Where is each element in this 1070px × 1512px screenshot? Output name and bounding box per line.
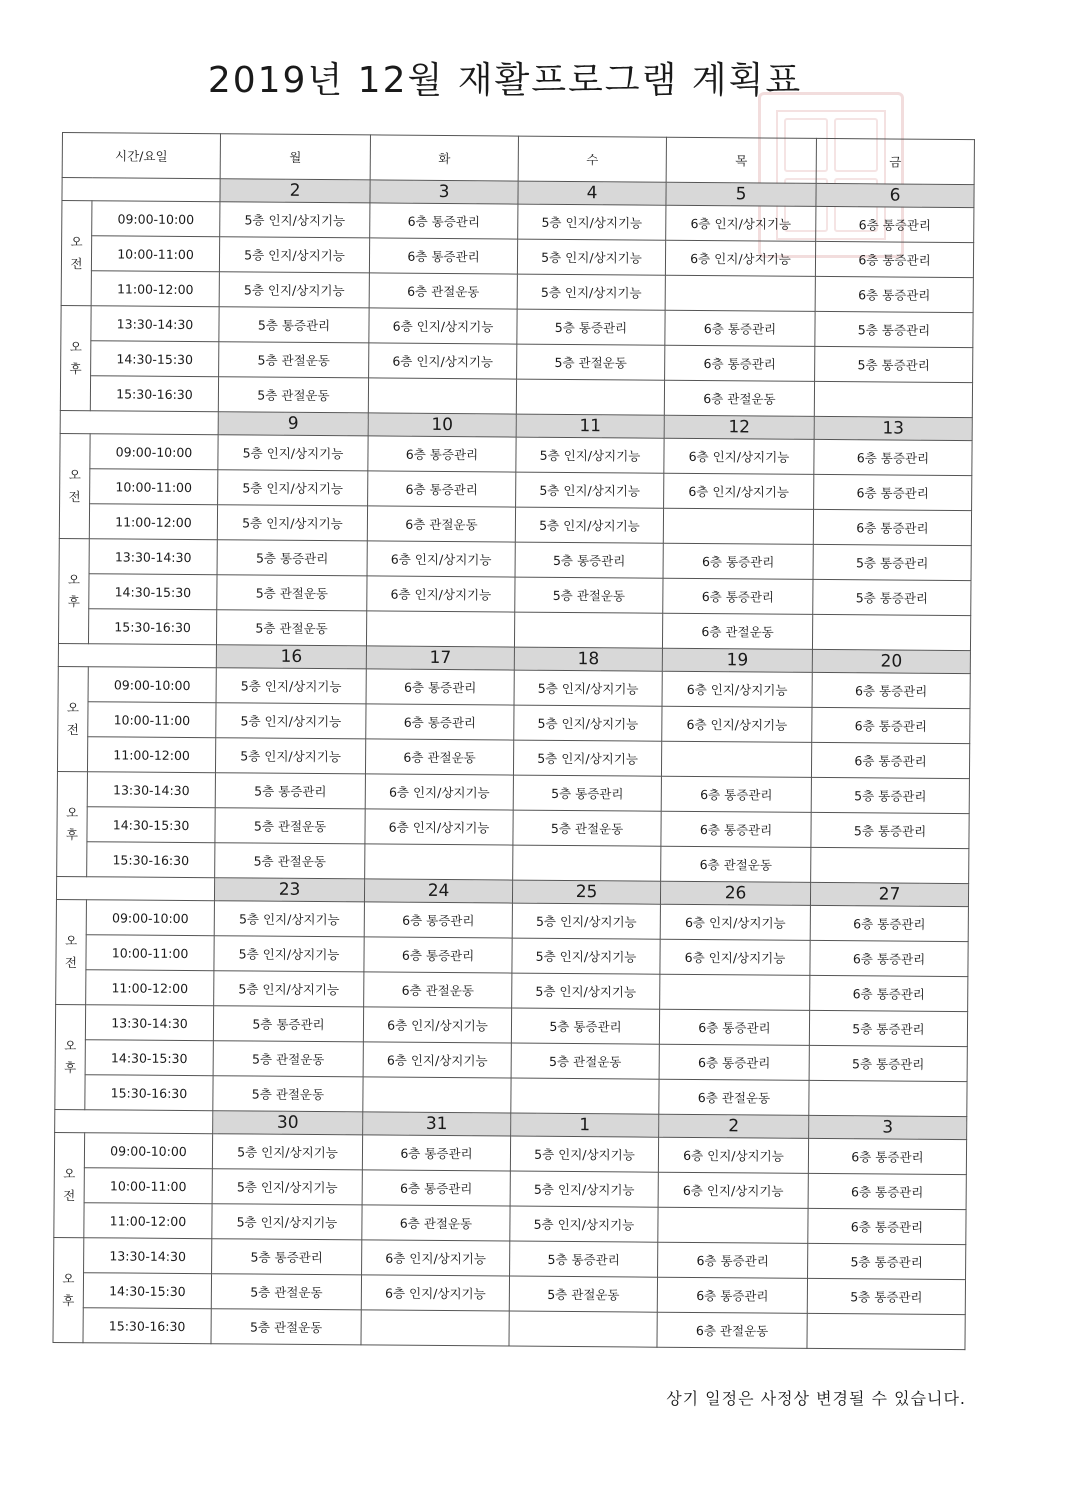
program-cell: 6층 통증관리	[814, 439, 972, 475]
program-cell: 6층 인지/상지기능	[365, 809, 513, 845]
program-cell	[663, 508, 813, 544]
program-cell: 5층 인지/상지기능	[514, 670, 662, 706]
time-cell: 13:30-14:30	[85, 1005, 213, 1041]
date-cell: 10	[368, 413, 516, 437]
date-cell: 19	[662, 648, 812, 672]
date-row-spacer	[56, 876, 214, 900]
time-cell: 11:00-12:00	[89, 504, 217, 540]
program-cell: 5층 인지/상지기능	[512, 938, 660, 974]
time-cell: 15:30-16:30	[87, 842, 215, 878]
program-cell: 5층 인지/상지기능	[518, 204, 666, 240]
program-cell: 6층 통증관리	[368, 436, 516, 472]
program-cell: 6층 관절운동	[364, 972, 512, 1008]
program-cell: 6층 통증관리	[811, 742, 969, 778]
program-cell: 5층 관절운동	[213, 1041, 363, 1077]
program-cell: 5층 통증관리	[513, 775, 661, 811]
program-cell: 6층 인지/상지기능	[658, 1137, 808, 1173]
time-cell: 09:00-10:00	[90, 434, 218, 470]
period-label-morning: 오 전	[61, 201, 92, 306]
program-cell: 6층 통증관리	[812, 707, 970, 743]
period-label-morning: 오 전	[56, 899, 87, 1004]
program-cell: 6층 통증관리	[362, 1135, 510, 1171]
program-cell: 5층 통증관리	[811, 777, 969, 813]
program-cell: 5층 인지/상지기능	[512, 903, 660, 939]
time-cell: 14:30-15:30	[85, 1040, 213, 1076]
program-cell: 6층 통증관리	[813, 509, 971, 545]
program-cell: 5층 인지/상지기능	[510, 1171, 658, 1207]
program-cell	[661, 741, 811, 777]
program-cell: 5층 인지/상지기능	[214, 936, 364, 972]
date-cell: 9	[218, 412, 368, 436]
program-cell: 6층 통증관리	[366, 704, 514, 740]
time-cell: 13:30-14:30	[91, 306, 219, 342]
date-cell: 2	[220, 179, 370, 203]
program-cell	[509, 1311, 657, 1347]
program-cell: 5층 통증관리	[213, 1006, 363, 1042]
program-cell: 5층 통증관리	[809, 1045, 967, 1081]
program-cell: 6층 통증관리	[370, 203, 518, 239]
program-cell: 6층 인지/상지기능	[660, 939, 810, 975]
program-cell: 5층 관절운동	[215, 808, 365, 844]
day-header-fri: 금	[816, 138, 974, 184]
day-header-mon: 월	[220, 134, 370, 180]
program-cell: 5층 관절운동	[211, 1309, 361, 1345]
program-cell: 6층 통증관리	[364, 902, 512, 938]
program-cell: 6층 통증관리	[657, 1277, 807, 1313]
program-cell	[807, 1313, 965, 1349]
time-cell: 15:30-16:30	[83, 1308, 211, 1344]
program-cell: 6층 인지/상지기능	[363, 1042, 511, 1078]
program-cell: 6층 인지/상지기능	[660, 904, 810, 940]
time-cell: 14:30-15:30	[87, 807, 215, 843]
program-cell: 5층 인지/상지기능	[514, 705, 662, 741]
time-cell: 09:00-10:00	[92, 201, 220, 237]
program-cell	[812, 614, 970, 650]
program-cell: 5층 관절운동	[218, 377, 368, 413]
program-cell: 6층 통증관리	[808, 1173, 966, 1209]
program-cell: 6층 인지/상지기능	[369, 343, 517, 379]
program-cell: 6층 인지/상지기능	[362, 1240, 510, 1276]
page-title: 2019년 12월 재활프로그램 계획표	[207, 60, 803, 101]
period-label-afternoon: 오 후	[60, 305, 91, 410]
period-label-morning: 오 전	[57, 666, 88, 771]
time-cell: 09:00-10:00	[88, 667, 216, 703]
program-cell: 5층 통증관리	[510, 1241, 658, 1277]
program-cell	[513, 845, 661, 881]
date-row-spacer	[60, 410, 218, 434]
program-cell: 5층 인지/상지기능	[218, 435, 368, 471]
program-cell: 6층 관절운동	[365, 739, 513, 775]
time-slot-row	[53, 1307, 965, 1349]
weekday-header-row	[62, 133, 974, 185]
program-cell: 5층 관절운동	[219, 342, 369, 378]
program-cell: 5층 관절운동	[509, 1276, 657, 1312]
program-cell: 5층 인지/상지기능	[212, 1169, 362, 1205]
date-row-spacer	[62, 178, 220, 202]
program-cell: 6층 통증관리	[366, 669, 514, 705]
program-cell: 6층 통증관리	[815, 241, 973, 277]
program-cell: 5층 통증관리	[217, 540, 367, 576]
date-cell: 23	[214, 878, 364, 902]
program-cell: 5층 관절운동	[517, 344, 665, 380]
program-cell	[516, 379, 664, 415]
time-cell: 11:00-12:00	[87, 737, 215, 773]
day-header-thu: 목	[666, 137, 816, 183]
date-cell: 16	[216, 645, 366, 669]
program-cell: 6층 통증관리	[663, 543, 813, 579]
program-cell: 5층 인지/상지기능	[516, 437, 664, 473]
program-cell: 6층 통증관리	[659, 1044, 809, 1080]
time-cell: 15:30-16:30	[90, 376, 218, 412]
program-cell: 6층 인지/상지기능	[662, 706, 812, 742]
day-header-wed: 수	[518, 136, 666, 182]
program-cell: 6층 통증관리	[369, 238, 517, 274]
date-cell: 6	[816, 183, 974, 207]
time-cell: 13:30-14:30	[87, 772, 215, 808]
period-label-afternoon: 오 후	[53, 1237, 84, 1342]
program-cell: 6층 관절운동	[362, 1205, 510, 1241]
date-cell: 27	[810, 882, 968, 906]
program-cell: 5층 인지/상지기능	[216, 668, 366, 704]
program-cell: 6층 통증관리	[816, 206, 974, 242]
program-cell: 5층 인지/상지기능	[512, 973, 660, 1009]
program-cell: 6층 통증관리	[665, 345, 815, 381]
program-cell: 5층 통증관리	[808, 1243, 966, 1279]
program-cell: 5층 통증관리	[517, 309, 665, 345]
program-cell: 5층 인지/상지기능	[220, 202, 370, 238]
program-cell: 5층 통증관리	[809, 1010, 967, 1046]
program-cell: 6층 통증관리	[661, 776, 811, 812]
program-cell: 5층 인지/상지기능	[517, 239, 665, 275]
program-cell: 5층 관절운동	[216, 610, 366, 646]
footer-note: 상기 일정은 사정상 변경될 수 있습니다.	[666, 1389, 966, 1408]
program-cell: 6층 통증관리	[661, 811, 811, 847]
program-cell: 5층 인지/상지기능	[218, 470, 368, 506]
time-cell: 10:00-11:00	[88, 702, 216, 738]
program-cell: 6층 통증관리	[665, 310, 815, 346]
date-cell: 31	[363, 1112, 511, 1136]
time-cell: 14:30-15:30	[91, 341, 219, 377]
program-cell	[660, 974, 810, 1010]
program-cell: 6층 통증관리	[658, 1242, 808, 1278]
time-cell: 10:00-11:00	[86, 935, 214, 971]
program-cell: 5층 관절운동	[215, 843, 365, 879]
program-cell: 5층 관절운동	[513, 810, 661, 846]
program-cell: 6층 관절운동	[657, 1312, 807, 1348]
time-cell: 09:00-10:00	[84, 1133, 212, 1169]
date-cell: 24	[364, 879, 512, 903]
date-cell: 12	[664, 415, 814, 439]
program-cell: 5층 인지/상지기능	[214, 971, 364, 1007]
program-cell: 6층 관절운동	[369, 273, 517, 309]
program-cell: 5층 통증관리	[815, 346, 973, 382]
corner-header: 시간/요일	[62, 133, 220, 179]
program-cell: 5층 통증관리	[815, 311, 973, 347]
program-cell: 6층 통증관리	[810, 940, 968, 976]
period-label-afternoon: 오 후	[55, 1004, 86, 1109]
program-cell: 5층 인지/상지기능	[212, 1204, 362, 1240]
program-cell: 6층 통증관리	[810, 905, 968, 941]
program-cell: 5층 통증관리	[813, 579, 971, 615]
date-row-spacer	[55, 1109, 213, 1133]
program-cell: 6층 통증관리	[815, 276, 973, 312]
program-cell: 6층 인지/상지기능	[369, 308, 517, 344]
program-cell: 6층 관절운동	[659, 1079, 809, 1115]
program-cell: 5층 인지/상지기능	[219, 272, 369, 308]
program-cell: 6층 인지/상지기능	[664, 473, 814, 509]
program-cell: 6층 인지/상지기능	[361, 1275, 509, 1311]
time-cell: 11:00-12:00	[91, 271, 219, 307]
program-cell: 6층 통증관리	[808, 1138, 966, 1174]
date-cell: 20	[812, 649, 970, 673]
program-cell: 6층 통증관리	[812, 672, 970, 708]
program-cell: 5층 관절운동	[211, 1274, 361, 1310]
program-cell: 5층 인지/상지기능	[215, 738, 365, 774]
program-cell: 6층 통증관리	[814, 474, 972, 510]
program-cell	[366, 611, 514, 647]
date-cell: 25	[512, 880, 660, 904]
program-cell: 5층 통증관리	[811, 812, 969, 848]
program-cell: 5층 통증관리	[212, 1239, 362, 1275]
program-cell: 5층 인지/상지기능	[217, 505, 367, 541]
program-cell: 5층 인지/상지기능	[510, 1206, 658, 1242]
program-cell	[809, 1080, 967, 1116]
time-cell: 15:30-16:30	[88, 609, 216, 645]
program-cell: 5층 통증관리	[813, 544, 971, 580]
date-cell: 17	[366, 646, 514, 670]
date-cell: 4	[518, 181, 666, 205]
time-cell: 10:00-11:00	[91, 236, 219, 272]
program-cell: 5층 인지/상지기능	[513, 740, 661, 776]
date-cell: 1	[511, 1113, 659, 1137]
program-cell: 6층 관절운동	[367, 506, 515, 542]
date-cell: 3	[809, 1115, 967, 1139]
program-cell: 6층 인지/상지기능	[367, 576, 515, 612]
date-cell: 30	[213, 1111, 363, 1135]
time-cell: 13:30-14:30	[89, 539, 217, 575]
program-cell: 6층 관절운동	[662, 613, 812, 649]
program-cell: 6층 인지/상지기능	[367, 541, 515, 577]
program-cell: 6층 관절운동	[664, 380, 814, 416]
program-cell: 5층 통증관리	[219, 307, 369, 343]
program-cell	[363, 1077, 511, 1113]
time-cell: 09:00-10:00	[86, 900, 214, 936]
program-cell: 5층 관절운동	[511, 1043, 659, 1079]
schedule-body	[53, 178, 974, 1350]
program-cell	[511, 1078, 659, 1114]
program-cell: 5층 관절운동	[213, 1076, 363, 1112]
time-cell: 10:00-11:00	[84, 1168, 212, 1204]
program-cell: 5층 인지/상지기능	[515, 507, 663, 543]
schedule-table	[52, 132, 974, 1350]
time-cell: 14:30-15:30	[89, 574, 217, 610]
program-cell: 5층 인지/상지기능	[219, 237, 369, 273]
date-cell: 18	[514, 647, 662, 671]
date-cell: 2	[659, 1114, 809, 1138]
program-cell: 5층 인지/상지기능	[517, 274, 665, 310]
program-cell: 6층 인지/상지기능	[666, 205, 816, 241]
date-cell: 5	[666, 182, 816, 206]
program-cell: 6층 인지/상지기능	[662, 671, 812, 707]
program-cell: 6층 통증관리	[659, 1009, 809, 1045]
period-label-morning: 오 전	[54, 1132, 85, 1237]
date-cell: 26	[660, 881, 810, 905]
program-cell: 6층 인지/상지기능	[365, 774, 513, 810]
program-cell	[368, 378, 516, 414]
program-cell: 5층 관절운동	[217, 575, 367, 611]
program-cell: 6층 통증관리	[808, 1208, 966, 1244]
program-cell: 5층 인지/상지기능	[212, 1134, 362, 1170]
time-cell: 11:00-12:00	[86, 970, 214, 1006]
program-cell	[658, 1207, 808, 1243]
day-header-tue: 화	[370, 135, 518, 181]
period-label-morning: 오 전	[59, 433, 90, 538]
program-cell: 5층 통증관리	[515, 542, 663, 578]
program-cell: 6층 인지/상지기능	[658, 1172, 808, 1208]
program-cell: 5층 통증관리	[511, 1008, 659, 1044]
program-cell: 6층 통증관리	[364, 937, 512, 973]
program-cell: 5층 통증관리	[215, 773, 365, 809]
date-cell: 13	[814, 416, 972, 440]
date-cell: 11	[516, 414, 664, 438]
program-cell: 6층 인지/상지기능	[665, 240, 815, 276]
program-cell: 6층 통증관리	[810, 975, 968, 1011]
time-cell: 10:00-11:00	[90, 469, 218, 505]
time-cell: 11:00-12:00	[84, 1203, 212, 1239]
program-cell: 5층 인지/상지기능	[510, 1136, 658, 1172]
program-cell: 5층 인지/상지기능	[216, 703, 366, 739]
program-cell: 6층 통증관리	[368, 471, 516, 507]
program-cell: 6층 인지/상지기능	[363, 1007, 511, 1043]
program-cell	[514, 612, 662, 648]
program-cell: 6층 통증관리	[362, 1170, 510, 1206]
date-row-spacer	[58, 643, 216, 667]
time-cell: 14:30-15:30	[83, 1273, 211, 1309]
program-cell	[814, 381, 972, 417]
program-cell	[361, 1310, 509, 1346]
program-cell: 5층 관절운동	[515, 577, 663, 613]
program-cell: 6층 관절운동	[661, 846, 811, 882]
program-cell: 5층 인지/상지기능	[214, 901, 364, 937]
period-label-afternoon: 오 후	[57, 771, 88, 876]
program-cell: 6층 통증관리	[663, 578, 813, 614]
program-cell	[811, 847, 969, 883]
program-cell: 5층 통증관리	[807, 1278, 965, 1314]
program-cell: 6층 인지/상지기능	[664, 438, 814, 474]
program-cell	[665, 275, 815, 311]
program-cell: 5층 인지/상지기능	[516, 472, 664, 508]
time-cell: 15:30-16:30	[85, 1075, 213, 1111]
period-label-afternoon: 오 후	[58, 538, 89, 643]
date-cell: 3	[370, 180, 518, 204]
program-cell	[365, 844, 513, 880]
time-cell: 13:30-14:30	[84, 1238, 212, 1274]
